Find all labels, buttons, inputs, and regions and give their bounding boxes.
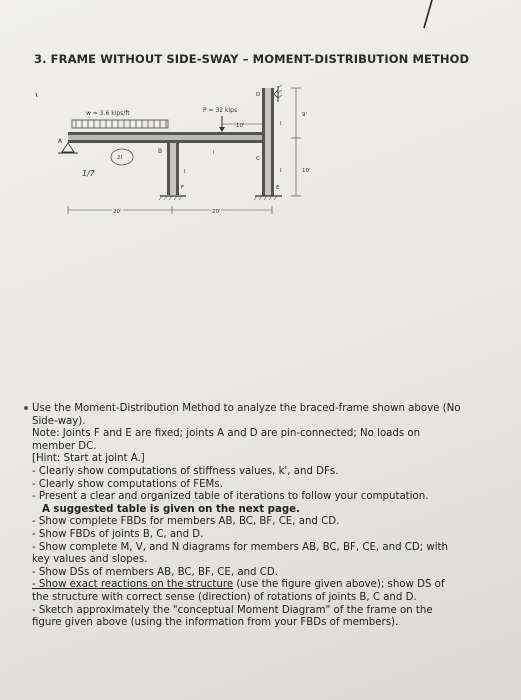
column-bf — [159, 143, 186, 200]
handwritten-note: 1/7 — [82, 169, 95, 178]
dim-10-top: 10' — [236, 123, 245, 129]
joint-d-label: D — [256, 92, 261, 98]
horizontal-dimensions — [68, 206, 272, 214]
instr-line-bold: A suggested table is given on the next page. — [42, 503, 300, 515]
instr-line: Use the Moment-Distribution Method to analyze the braced-frame shown above (No — [32, 403, 461, 414]
frame-diagram — [0, 80, 521, 230]
pen-mark — [418, 0, 438, 30]
instr-line: [Hint: Start at joint A.] — [32, 453, 145, 465]
joint-e-label: E — [276, 185, 280, 191]
dim-9: 9' — [302, 112, 308, 118]
instr-underlined: - Show exact reactions on the structure — [32, 579, 234, 591]
instr-line: - Show complete M, V, and N diagrams for members AB, BC, BF, CE, and CD; with — [32, 541, 449, 553]
instr-line: key values and slopes. — [32, 554, 148, 566]
instr-line: - Show FBDs of joints B, C, and D. — [32, 528, 204, 540]
dim-10-right: 10' — [302, 168, 311, 174]
point-load-label: P = 32 kips — [203, 107, 238, 114]
inertia-bc-label: I — [213, 150, 215, 156]
uniform-load-label: w = 3.6 kips/ft — [86, 110, 130, 117]
instr-line: - Show DSs of members AB, BC, BF, CE, and CD. — [32, 566, 278, 578]
instr-line: Side-way). — [32, 415, 86, 427]
instr-line: - Show complete FBDs for members AB, BC, BF, CE, and CD. — [32, 516, 340, 528]
joint-f-label: F — [181, 185, 185, 191]
instr-rest: (use the figure given above); show DS of — [233, 579, 445, 591]
inertia-dc-label: I — [280, 121, 282, 127]
instructions-block — [32, 403, 502, 630]
instr-line: - Sketch approximately the "conceptual Moment Diagram" of the frame on the — [32, 604, 433, 616]
joint-a-label: A — [58, 138, 63, 145]
pin-support-d — [274, 85, 282, 102]
inertia-ab-label: 2I — [117, 155, 123, 161]
instr-line: Note: Joints F and E are fixed; joints A and D are pin-connected; No loads on — [32, 428, 421, 440]
beam-abc — [68, 132, 273, 143]
instr-line: - Present a clear and organized table of iterations to follow your computation. — [32, 491, 429, 503]
dim-20-right: 20' — [212, 209, 221, 215]
instr-line: - Clearly show computations of stiffness values, k', and DFs. — [32, 465, 339, 477]
joint-c-label: C — [256, 156, 260, 162]
instr-line-reactions — [32, 579, 502, 592]
page-title: 3. FRAME WITHOUT SIDE-SWAY – MOMENT-DISTRIBUTION METHOD — [34, 52, 470, 66]
instr-line: the structure with correct sense (direction) of rotations of joints B, C and D. — [32, 591, 417, 603]
dim-20-left: 20' — [113, 209, 122, 215]
column-dce — [254, 88, 282, 200]
joint-b-label: B — [158, 148, 163, 155]
bullet-dot — [24, 406, 28, 410]
instr-line: figure given above (using the information from your FBDs of members). — [32, 617, 399, 629]
vertical-dimensions — [291, 88, 301, 196]
instr-line: member DC. — [32, 440, 97, 452]
distributed-load — [72, 120, 168, 128]
inertia-bf-label: I — [184, 169, 186, 175]
instr-line: - Clearly show computations of FEMs. — [32, 478, 223, 490]
inertia-ce-label: I — [280, 168, 282, 174]
